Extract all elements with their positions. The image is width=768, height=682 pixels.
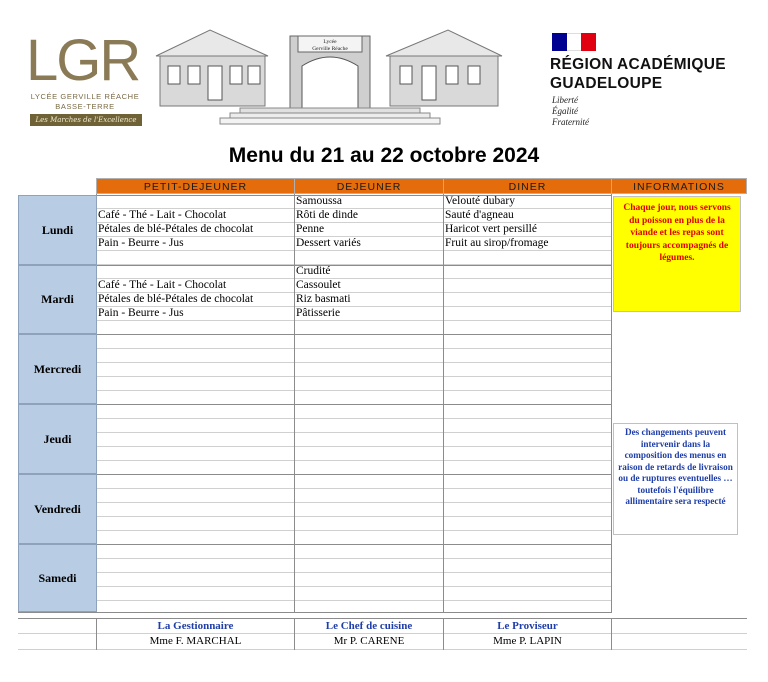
table-row-line bbox=[96, 558, 612, 559]
column-line bbox=[294, 194, 295, 612]
menu-item: Sauté d'agneau bbox=[445, 209, 514, 221]
day-label-vendredi: Vendredi bbox=[18, 474, 97, 544]
info-note-fish: Chaque jour, nous servons du poisson en plus de la viande et les repas sont toujours accompagnés de légumes. bbox=[613, 196, 741, 312]
table-row-line bbox=[96, 376, 612, 377]
signature-role-proviseur: Le Proviseur bbox=[497, 620, 558, 632]
school-logo bbox=[22, 30, 144, 130]
menu-item: Pain - Beurre - Jus bbox=[98, 307, 184, 319]
menu-item: Rôti de dinde bbox=[296, 209, 358, 221]
signature-role-chef: Le Chef de cuisine bbox=[325, 620, 413, 632]
flag-white-stripe bbox=[567, 33, 582, 51]
table-row-line bbox=[96, 516, 612, 517]
day-label-lundi: Lundi bbox=[18, 195, 97, 265]
menu-item: Fruit au sirop/fromage bbox=[445, 237, 549, 249]
column-line bbox=[443, 194, 444, 612]
motto-liberte: Liberté bbox=[552, 95, 578, 105]
table-row-line bbox=[96, 418, 612, 419]
building-sign-line1: Lycée bbox=[323, 39, 337, 45]
table-row-line bbox=[96, 502, 612, 503]
signature-bottom-line bbox=[18, 649, 747, 650]
school-logo-tagline: Les Marches de l'Excellence bbox=[30, 114, 142, 126]
table-row-line bbox=[96, 446, 612, 447]
menu-item: Pétales de blé-Pétales de chocolat bbox=[98, 293, 254, 305]
menu-item: Dessert variés bbox=[296, 237, 361, 249]
signature-row-line bbox=[18, 633, 747, 634]
column-header-lunch: DEJEUNER bbox=[294, 178, 444, 194]
building-sign-line2: Gerville Réache bbox=[312, 46, 348, 52]
signature-role-gestionnaire: La Gestionnaire bbox=[157, 620, 234, 632]
menu-item: Café - Thé - Lait - Chocolat bbox=[98, 279, 227, 291]
table-row-line bbox=[96, 488, 612, 489]
table-row-line bbox=[96, 348, 612, 349]
french-flag-icon bbox=[552, 33, 596, 51]
motto-fraternite: Fraternité bbox=[552, 117, 589, 127]
menu-item: Cassoulet bbox=[296, 279, 341, 291]
menu-item: Pétales de blé-Pétales de chocolat bbox=[98, 223, 254, 235]
region-logo bbox=[550, 33, 760, 133]
day-separator-line bbox=[18, 404, 612, 405]
region-name bbox=[550, 55, 726, 93]
table-row-line bbox=[96, 250, 612, 251]
table-row-line bbox=[96, 530, 612, 531]
school-logo-subtitle bbox=[30, 92, 140, 112]
flag-blue-stripe bbox=[552, 33, 567, 51]
school-logo-letters: LGR bbox=[26, 28, 140, 93]
table-row-line bbox=[96, 390, 612, 391]
menu-item: Penne bbox=[296, 223, 325, 235]
signature-name-chef: Mr P. CARENE bbox=[333, 635, 405, 647]
day-separator-line bbox=[18, 474, 612, 475]
column-header-breakfast: PETIT-DEJEUNER bbox=[96, 178, 295, 194]
table-row-line bbox=[96, 586, 612, 587]
signature-name-proviseur: Mme P. LAPIN bbox=[493, 635, 562, 647]
school-logo-subtitle-line2: BASSE-TERRE bbox=[55, 102, 115, 111]
table-row-line bbox=[96, 460, 612, 461]
signature-top-line bbox=[18, 618, 747, 619]
column-header-informations: INFORMATIONS bbox=[611, 178, 747, 194]
day-separator-line bbox=[18, 334, 612, 335]
flag-red-stripe bbox=[581, 33, 596, 51]
info-note-changes: Des changements peuvent intervenir dans la composition des menus en raison de retards de livraison ou de ruptures eventuelles … toutefois l'équilibre allimentaire sera respecté bbox=[613, 423, 738, 535]
school-building-image bbox=[150, 22, 506, 126]
menu-item: Crudité bbox=[296, 265, 331, 277]
school-logo-subtitle-line1: LYCÉE GERVILLE RÉACHE bbox=[30, 92, 140, 101]
republic-motto bbox=[552, 95, 589, 128]
table-row-line bbox=[96, 432, 612, 433]
table-row-line bbox=[96, 362, 612, 363]
menu-item: Pâtisserie bbox=[296, 307, 341, 319]
region-name-line1: RÉGION ACADÉMIQUE bbox=[550, 56, 726, 73]
menu-item: Samoussa bbox=[296, 195, 342, 207]
day-separator-line bbox=[18, 612, 612, 613]
menu-item: Velouté dubary bbox=[445, 195, 515, 207]
page-title: Menu du 21 au 22 octobre 2024 bbox=[228, 144, 540, 167]
menu-item: Riz basmati bbox=[296, 293, 351, 305]
menu-item: Café - Thé - Lait - Chocolat bbox=[98, 209, 227, 221]
table-row-line bbox=[96, 600, 612, 601]
table-row-line bbox=[96, 572, 612, 573]
menu-item: Pain - Beurre - Jus bbox=[98, 237, 184, 249]
motto-egalite: Égalité bbox=[552, 106, 578, 116]
day-label-jeudi: Jeudi bbox=[18, 404, 97, 474]
day-label-mardi: Mardi bbox=[18, 265, 97, 334]
column-line bbox=[611, 194, 612, 612]
signature-name-gestionnaire: Mme F. MARCHAL bbox=[149, 635, 242, 647]
region-name-line2: GUADELOUPE bbox=[550, 75, 663, 92]
column-header-dinner: DINER bbox=[443, 178, 612, 194]
day-label-mercredi: Mercredi bbox=[18, 334, 97, 404]
table-row-line bbox=[96, 320, 612, 321]
day-label-samedi: Samedi bbox=[18, 544, 97, 612]
menu-item: Haricot vert persillé bbox=[445, 223, 537, 235]
day-separator-line bbox=[18, 544, 612, 545]
